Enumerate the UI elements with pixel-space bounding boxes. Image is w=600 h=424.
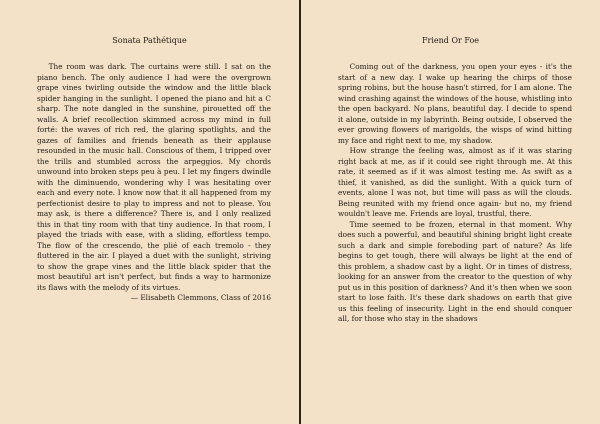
author-signature: — Elisabeth Clemmons, Class of 2016 xyxy=(130,293,271,302)
right-page xyxy=(301,0,600,424)
paragraph: Coming out of the darkness, you open your eyes - it's the start of a new day. I wake up hearing the chirps of those spring robins, but the house hasn't stirred, for I am alone. The wind crashing against the windows of the house, whistling into the open backyard. No plans, beautiful day. I decide to spend it alone, outside in my labyrinth. Being outside, I observed the ever growing flowers of marigolds, the wisps of wind hitting my face and right next to me, my shadow. xyxy=(338,62,572,145)
page-body xyxy=(37,62,271,304)
paragraph: How strange the feeling was, almost as if it was staring right back at me, as if it could see right through me. At this rate, it seemed as if it was almost testing me. As swift as a thief, it vanished, as did the sunlight. With a quick turn of events, alone I was not, but time will pass as will the clouds. Being reunited with my friend once again- but no, my friend wouldn't leave me. Friends are loyal, trustful, there. xyxy=(338,146,572,218)
page-body xyxy=(338,62,572,325)
left-page xyxy=(0,0,299,424)
paragraph: Time seemed to be frozen, eternal in that moment. Why does such a powerful, and beautiful shining bright light create such a dark and simple foreboding part of nature? As life begins to get tough, there will always be light at the end of this problem, a shadow cast by a light. Or in times of distress, looking for an answer from the creator to the question of why put us in this position of darkness? And it's then when we soon start to lose faith. It's these dark shadows on earth that give us this feeling of insecurity. Light in the end should conquer all, for those who stay in the shadows xyxy=(338,219,572,323)
paragraph: The room was dark. The curtains were still. I sat on the piano bench. The only audience I had were the overgrown grape vines twirling outside the window and the little black spider hanging in the sunlight. I opened the piano and hit a C sharp. The note dangled in the sunshine, pirouetted off the walls. A brief recollection skimmed across my mind in full forté: the waves of rich red, the glaring spotlights, and the gazes of families and friends beneath as their applause resounded in the music hall. Conscious of them, I tripped over the trills and stumbled across the arpeggios. My chords unwound into broken steps peu à peu. I let my fingers dwindle with the diminuendo, wondering why I was hesitating over each and every note. I know now that it all happened from my perfectionist desire to play to impress and not to please. You may ask, is there a difference? There is, and I only realized this in that tiny room with that tiny audience. In that room, I played the triads with ease, with a sliding, effortless tempo. The flow of the crescendo, the plié of each tremolo - they fluttered in the air. I played a duet with the sunlight, striving to show the grape vines and the little black spider that the most beautiful art isn't perfect, but finds a way to harmonize its flaws with the melody of its virtues. xyxy=(37,62,271,292)
page-title: Sonata Pathétique xyxy=(112,36,187,45)
page-title: Friend Or Foe xyxy=(421,36,480,45)
